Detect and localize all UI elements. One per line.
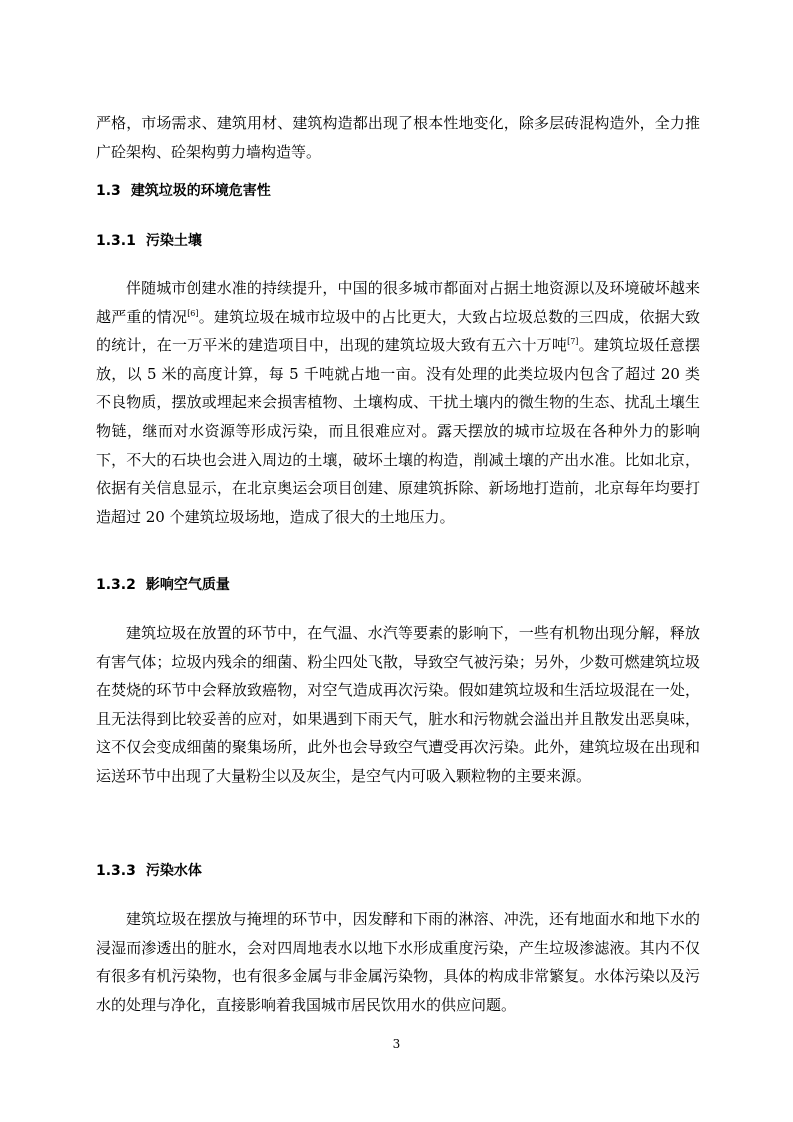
paragraph-text: 。建筑垃圾任意摆放，以 5 米的高度计算，每 5 千吨就占地一亩。没有处理的此类垃圾内包含了超过 20 类不良物质，摆放或埋起来会损害植物、土壤构成、干扰土壤内的微生物的生态、扰乱土壤生物链，继而对水资源等形成污染，而且很难应对。露天摆放的城市垃圾在各种外力的影响下，不大的石块也会进入周边的土壤，破坏土壤的构造，削减土壤的产出水准。比如北京，依据有关信息显示，在北京奥运会项目创建、原建筑拆除、新场地打造前，北京每年均要打造超过 20 个建筑垃圾场地，造成了很大的土地压力。 [96, 336, 700, 526]
subsection-heading-1-3-3 [96, 861, 202, 881]
subsection-number: 1.3.3 [96, 863, 136, 879]
page-number: 3 [392, 1037, 401, 1051]
soil-pollution-paragraph [96, 274, 700, 531]
section-title: 建筑垃圾的环境危害性 [130, 183, 271, 199]
subsection-heading-1-3-1 [96, 231, 202, 251]
subsection-title: 影响空气质量 [145, 577, 230, 593]
water-pollution-paragraph: 建筑垃圾在摆放与掩埋的环节中，因发酵和下雨的淋溶、冲洗，还有地面水和地下水的浸湿而渗透出的脏水，会对四周地表水以地下水形成重度污染，产生垃圾渗滤液。其内不仅有很多有机污染物，也有很多金属与非金属污染物，具体的构成非常繁复。水体污染以及污水的处理与净化，直接影响着我国城市居民饮用水的供应问题。 [96, 910, 700, 1014]
intro-paragraph: 严格，市场需求、建筑用材、建筑构造都出现了根本性地变化，除多层砖混构造外，全力推广砼架构、砼架构剪力墙构造等。 [96, 114, 700, 161]
paragraph-text: 。建筑垃圾在城市垃圾中的占比更大，大致占垃圾总数的三四成，依据大致的统计，在一万平米的建造项目中，出现的建筑垃圾大致有五六十万吨 [96, 307, 700, 355]
subsection-heading-1-3-2 [96, 575, 230, 595]
citation-ref[interactable]: [6] [187, 308, 199, 318]
subsection-title: 污染水体 [145, 863, 202, 879]
citation-ref[interactable]: [7] [567, 337, 579, 347]
air-quality-paragraph: 建筑垃圾在放置的环节中，在气温、水汽等要素的影响下，一些有机物出现分解，释放有害气体；垃圾内残余的细菌、粉尘四处飞散，导致空气被污染；另外，少数可燃建筑垃圾在焚烧的环节中会释放致癌物，对空气造成再次污染。假如建筑垃圾和生活垃圾混在一处，且无法得到比较妥善的应对，如果遇到下雨天气，脏水和污物就会溢出并且散发出恶臭味，这不仅会变成细菌的聚集场所，此外也会导致空气遭受再次污染。此外，建筑垃圾在出现和运送环节中出现了大量粉尘以及灰尘，是空气内可吸入颗粒物的主要来源。 [96, 624, 700, 785]
subsection-number: 1.3.2 [96, 577, 136, 593]
paragraph-text: 伴随城市创建水准的持续提升，中国的很多城市都面对占据土地资源以及环境破坏越来越严重的情况 [96, 279, 700, 326]
subsection-title: 污染土壤 [145, 233, 202, 249]
subsection-number: 1.3.1 [96, 233, 136, 249]
section-heading-1-3 [96, 181, 271, 201]
section-number: 1.3 [96, 183, 121, 199]
